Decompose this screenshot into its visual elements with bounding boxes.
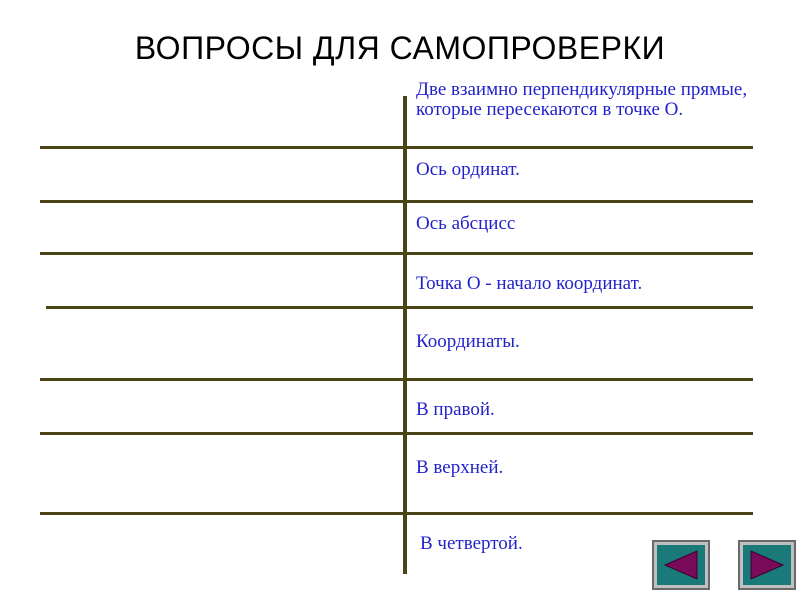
- table-row-divider: [40, 200, 753, 203]
- table-row-divider: [40, 378, 753, 381]
- answer-2: Ось ординат.: [416, 159, 520, 180]
- previous-slide-button[interactable]: [652, 540, 710, 590]
- triangle-right-icon: [745, 547, 789, 583]
- answer-8: В четвертой.: [420, 533, 523, 554]
- answer-5: Координаты.: [416, 331, 520, 352]
- answer-1: Две взаимно перпендикулярные прямые, которые пересекаются в точке О.: [416, 79, 748, 120]
- answer-4: Точка О - начало координат.: [416, 273, 643, 294]
- table-row-divider: [40, 146, 753, 149]
- answer-7: В верхней.: [416, 457, 504, 478]
- next-slide-button[interactable]: [738, 540, 796, 590]
- table-row-divider: [40, 432, 753, 435]
- triangle-left-icon: [659, 547, 703, 583]
- table-row-divider: [40, 512, 753, 515]
- table-column-divider: [403, 96, 407, 574]
- table-row-divider: [40, 252, 753, 255]
- answer-6: В правой.: [416, 399, 495, 420]
- table-row-divider: [46, 306, 753, 309]
- page-title: ВОПРОСЫ ДЛЯ САМОПРОВЕРКИ: [134, 30, 666, 66]
- answer-3: Ось абсцисс: [416, 213, 516, 234]
